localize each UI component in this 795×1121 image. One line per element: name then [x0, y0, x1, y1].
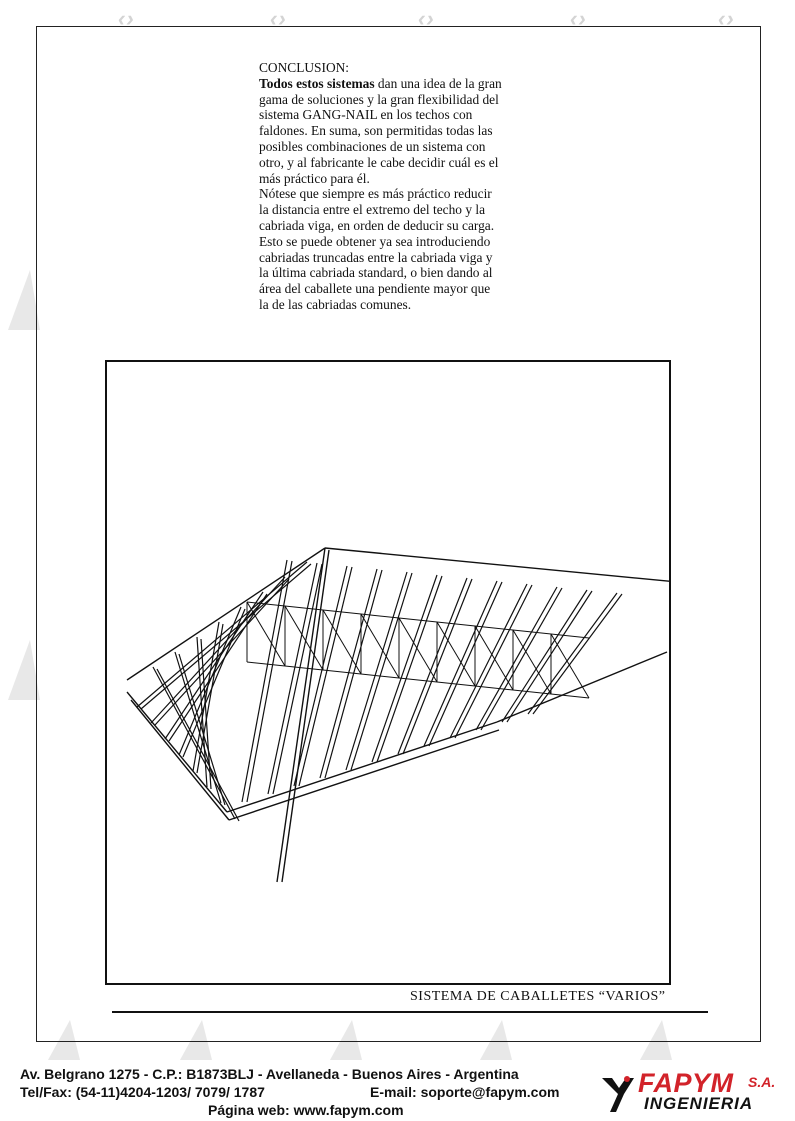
- truss-chord: [437, 622, 475, 626]
- text-line: sistema GANG-NAIL en los techos con: [259, 107, 473, 123]
- truss-chord: [247, 662, 285, 666]
- fapym-logo-mark-icon: [600, 1074, 636, 1114]
- text-line: más práctico para él.: [259, 170, 370, 186]
- text-line: faldones. En suma, son permitidas todas las: [259, 123, 493, 139]
- rafter: [476, 587, 557, 730]
- text-line: otro, y al fabricante le cabe decidir cuál es el: [259, 154, 499, 170]
- roof-truss-drawing: [107, 362, 669, 983]
- rafter: [294, 566, 347, 786]
- footer-telfax: Tel/Fax: (54-11)4204-1203/ 7079/ 1787: [20, 1084, 265, 1100]
- rafter: [377, 576, 442, 762]
- truss-web: [285, 606, 323, 670]
- logo-subtitle: INGENIERIA: [644, 1094, 754, 1113]
- text-line: dan una idea de la gran: [374, 75, 502, 91]
- text-line: la distancia entre el extremo del techo y la: [259, 202, 486, 218]
- rafter: [481, 588, 562, 730]
- rafter: [372, 575, 437, 762]
- rafter: [242, 560, 287, 802]
- text-line: área del caballete una pendiente mayor que: [259, 281, 491, 297]
- footer-web: Página web: www.fapym.com: [208, 1102, 404, 1118]
- figure-caption: SISTEMA DE CABALLETES “VARIOS”: [410, 989, 666, 1004]
- footer: [0, 1062, 795, 1121]
- conclusion-lead: Todos estos sistemas: [259, 75, 375, 91]
- rafter: [429, 582, 502, 746]
- watermark-logo: ‹›: [570, 6, 587, 31]
- truss-web: [361, 614, 399, 678]
- truss-web: [247, 602, 285, 666]
- text-line: Esto se puede obtener ya sea introduciendo: [259, 233, 491, 249]
- truss-web: [551, 634, 589, 698]
- hip-line-left: [127, 548, 325, 680]
- truss-chord: [285, 606, 323, 610]
- logo-name: FAPYM: [638, 1068, 734, 1098]
- logo-suffix: S.A.: [748, 1074, 776, 1090]
- truss-chord: [399, 618, 437, 622]
- truss-chord: [285, 666, 323, 670]
- truss-web: [475, 626, 513, 690]
- conclusion-paragraph: [259, 76, 559, 92]
- wall-plate: [127, 692, 227, 812]
- truss-chord: [323, 670, 361, 674]
- text-line: cabriadas truncadas entre la cabriada viga y: [259, 249, 493, 265]
- conclusion-text: [259, 60, 559, 313]
- text-line: la de las cabriadas comunes.: [259, 296, 412, 312]
- watermark-logo: ‹›: [118, 6, 135, 31]
- roof-truss-figure: [105, 360, 671, 985]
- text-line: cabriada viga, en orden de deducir su carga.: [259, 217, 495, 233]
- watermark-logo: ‹›: [270, 6, 287, 31]
- caption-rule: [112, 1011, 708, 1013]
- footer-email: E-mail: soporte@fapym.com: [370, 1084, 560, 1100]
- footer-address: Av. Belgrano 1275 - C.P.: B1873BLJ - Avellaneda - Buenos Aires - Argentina: [20, 1066, 519, 1082]
- text-line: posibles combinaciones de un sistema con: [259, 138, 486, 154]
- rafter: [268, 563, 317, 794]
- rafter: [320, 569, 377, 778]
- watermark-logo: ‹›: [718, 6, 735, 31]
- text-line: Nótese que siempre es más práctico reducir: [259, 186, 492, 202]
- rafter: [247, 561, 292, 802]
- text-line: la última cabriada standard, o bien dando al: [259, 265, 493, 281]
- conclusion-heading: CONCLUSION:: [259, 60, 350, 75]
- rafter: [157, 669, 239, 821]
- rafter: [346, 572, 407, 770]
- text-line: gama de soluciones y la gran flexibilidad del: [259, 91, 499, 107]
- fapym-logo: [598, 1068, 788, 1116]
- ridge-line: [325, 548, 669, 582]
- truss-web: [399, 618, 437, 682]
- watermark-logo: ‹›: [418, 6, 435, 31]
